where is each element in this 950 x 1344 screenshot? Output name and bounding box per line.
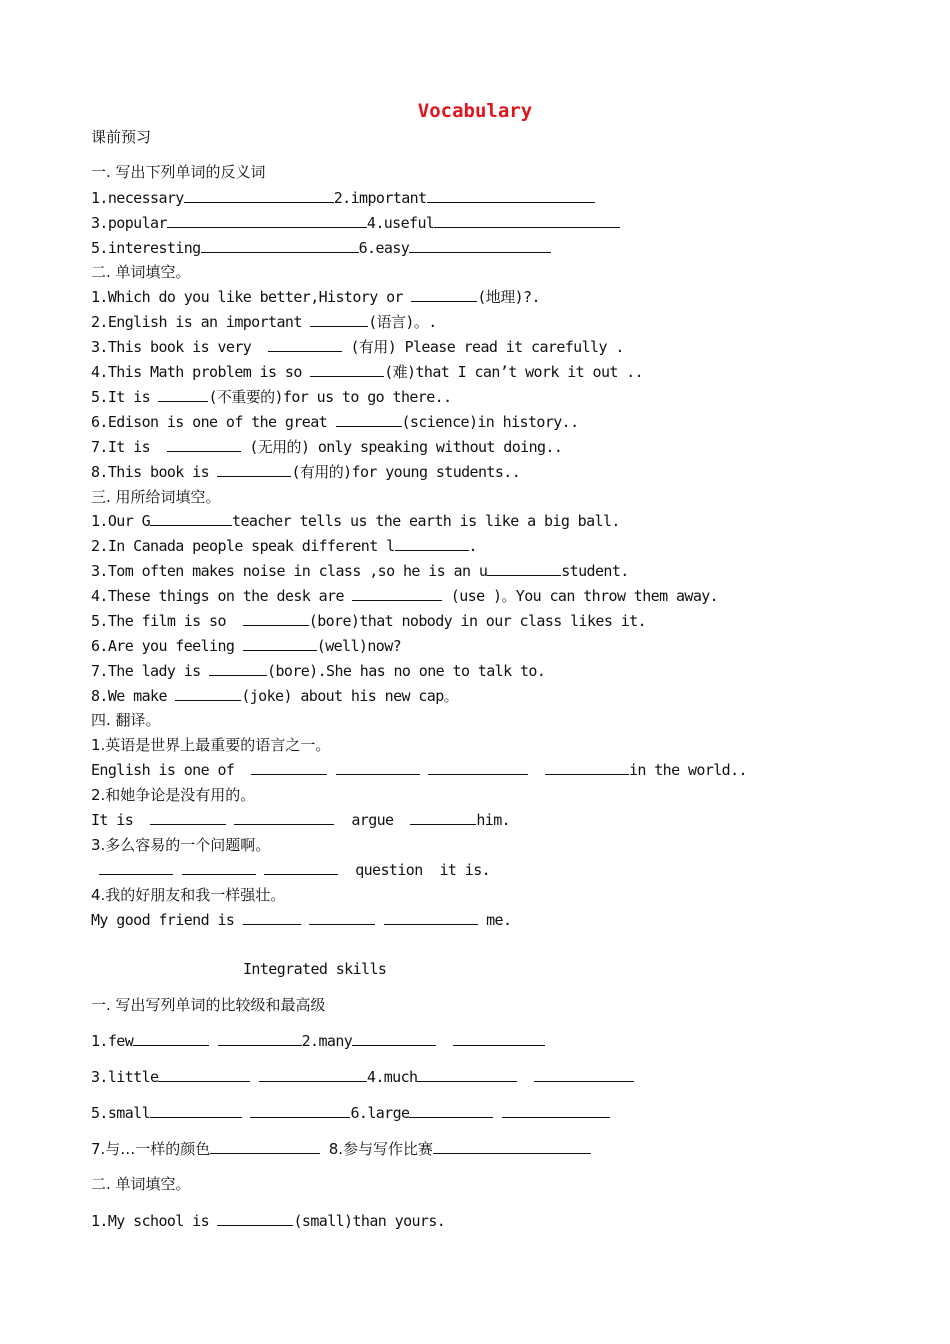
s2-item-6: 6.Edison is one of the great (science)in history.. — [91, 413, 579, 431]
s4-question-1: 1.英语是世界上最重要的语言之一。 — [91, 736, 331, 754]
section-4-heading: 四. 翻译。 — [91, 711, 161, 729]
s4-answer-3: question it is. — [91, 860, 490, 880]
s2-item-5: 5.It is (不重要的)for us to go there.. — [91, 388, 452, 406]
s2-item-4: 4.This Math problem is so (难)that I can’t work it out .. — [91, 363, 644, 381]
s4-answer-1: English is one of in the world.. — [91, 761, 747, 779]
s1-row-1: 1.necessary 2.important — [91, 188, 595, 208]
s3-item-5: 5.The film is so (bore)that nobody in our class likes it. — [91, 612, 646, 630]
s3-item-4: 4.These things on the desk are (use )。You can throw them away. — [91, 587, 719, 605]
s2-item-7: 7.It is (无用的) only speaking without doing.. — [91, 438, 563, 456]
s4-question-3: 3.多么容易的一个问题啊。 — [91, 836, 271, 854]
s3-item-8: 8.We make (joke) about his new cap。 — [91, 687, 459, 705]
s1-row-2: 3.popular 4.useful — [91, 213, 620, 233]
integrated-skills-title: Integrated skills — [243, 960, 387, 978]
s2-item-8: 8.This book is (有用的)for young students.. — [91, 463, 521, 481]
s4-question-2: 2.和她争论是没有用的。 — [91, 786, 256, 804]
preview-label: 课前预习 — [91, 128, 152, 146]
s3-item-2: 2.In Canada people speak different l . — [91, 537, 477, 555]
integrated-row-3: 5.small 6.large — [91, 1103, 610, 1123]
section-3-heading: 三. 用所给词填空。 — [91, 488, 221, 506]
s1-row-3: 5.interesting 6.easy — [91, 238, 551, 258]
section-2-heading: 二. 单词填空。 — [91, 263, 191, 281]
s2-item-3: 3.This book is very (有用) Please read it carefully . — [91, 338, 624, 356]
s3-item-1: 1.Our G teacher tells us the earth is like a big ball. — [91, 512, 620, 530]
page-title: Vocabulary — [417, 100, 533, 122]
integrated-question-1: 1.My school is (small)than yours. — [91, 1212, 446, 1230]
s4-answer-2: It is argue him. — [91, 811, 511, 829]
s3-item-6: 6.Are you feeling (well)now? — [91, 637, 402, 655]
s3-item-7: 7.The lady is (bore).She has no one to talk to. — [91, 662, 546, 680]
integrated-heading-1: 一. 写出写列单词的比较级和最高级 — [91, 996, 326, 1014]
s3-item-3: 3.Tom often makes noise in class ,so he is an u student. — [91, 562, 629, 580]
s4-answer-4: My good friend is me. — [91, 911, 512, 929]
section-1-heading: 一. 写出下列单词的反义词 — [91, 163, 266, 181]
integrated-row-4: 7.与…一样的颜色 8.参与写作比赛 — [91, 1139, 591, 1159]
s2-item-1: 1.Which do you like better,History or (地理)?. — [91, 288, 540, 306]
integrated-row-1: 1.few 2.many — [91, 1031, 545, 1051]
integrated-heading-2: 二. 单词填空。 — [91, 1175, 191, 1193]
s4-question-4: 4.我的好朋友和我一样强壮。 — [91, 886, 286, 904]
integrated-row-2: 3.little 4.much — [91, 1067, 634, 1087]
s2-item-2: 2.English is an important (语言)。. — [91, 313, 437, 331]
